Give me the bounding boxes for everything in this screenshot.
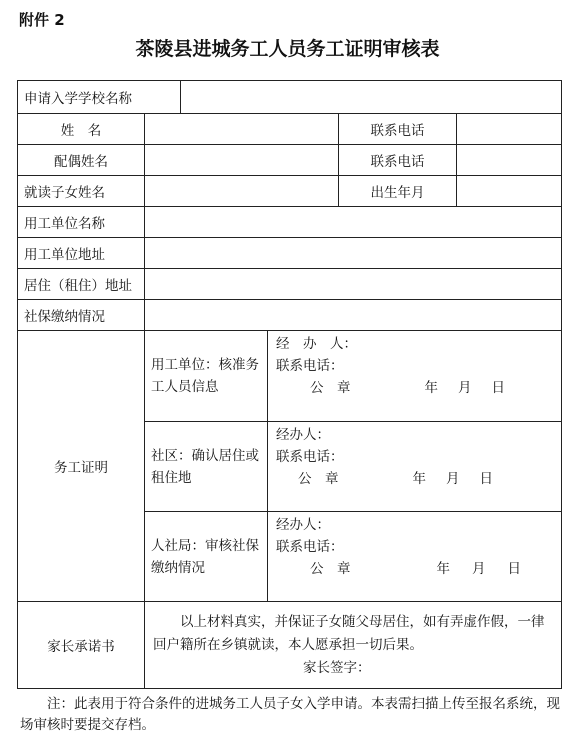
- verification-form-table: [17, 80, 562, 689]
- handler-label: 经 办 人：: [276, 336, 357, 352]
- parent-promise-label: 家长承诺书: [18, 602, 145, 689]
- parent-promise-content[interactable]: [145, 602, 562, 689]
- birth-label: 出生年月: [339, 176, 457, 207]
- month-label: 月: [458, 380, 472, 396]
- hr-bureau-section-details[interactable]: [268, 512, 562, 602]
- day-label: 日: [479, 471, 493, 487]
- birth-field[interactable]: [457, 176, 562, 207]
- attachment-label: 附件 2: [19, 11, 65, 29]
- employer-address-label: 用工单位地址: [18, 238, 145, 269]
- applicant-name-label: 姓 名: [18, 114, 145, 145]
- year-label: 年: [412, 471, 426, 487]
- residence-field[interactable]: [145, 269, 562, 300]
- residence-label: 居住（租住）地址: [18, 269, 145, 300]
- contact-label: 联系电话：: [276, 358, 344, 374]
- employer-address-field[interactable]: [145, 238, 562, 269]
- day-label: 日: [507, 561, 521, 577]
- spouse-name-label: 配偶姓名: [18, 145, 145, 176]
- school-label: 申请入学学校名称: [18, 81, 181, 114]
- community-section-label: 社区：确认居住或租住地: [145, 422, 268, 512]
- employer-section-details[interactable]: [268, 331, 562, 422]
- contact-label: 联系电话：: [276, 449, 344, 465]
- handler-label: 经办人：: [276, 517, 330, 533]
- hr-bureau-section-label: 人社局：审核社保缴纳情况: [145, 512, 268, 602]
- seal-label: 公 章: [310, 561, 351, 577]
- year-label: 年: [436, 561, 450, 577]
- spouse-phone-field[interactable]: [457, 145, 562, 176]
- work-proof-label: 务工证明: [18, 331, 145, 602]
- signature-label: 家长签字：: [303, 659, 371, 676]
- footnote-text: 注：此表用于符合条件的进城务工人员子女入学申请。本表需扫描上传至报名系统，现场审核时要提交存档。: [20, 696, 560, 733]
- applicant-name-field[interactable]: [145, 114, 339, 145]
- seal-label: 公 章: [298, 471, 339, 487]
- year-label: 年: [424, 380, 438, 396]
- contact-label: 联系电话：: [276, 539, 344, 555]
- handler-label: 经办人：: [276, 427, 330, 443]
- social-security-field[interactable]: [145, 300, 562, 331]
- employer-name-label: 用工单位名称: [18, 207, 145, 238]
- school-field[interactable]: [181, 81, 562, 114]
- day-label: 日: [491, 380, 505, 396]
- spouse-phone-label: 联系电话: [339, 145, 457, 176]
- phone-field[interactable]: [457, 114, 562, 145]
- community-section-details[interactable]: [268, 422, 562, 512]
- social-security-label: 社保缴纳情况: [18, 300, 145, 331]
- seal-date-row: [276, 468, 561, 490]
- promise-text: 以上材料真实，并保证子女随父母居住，如有弄虚作假，一律回户籍所在乡镇就读，本人愿承担一切后果。: [153, 613, 545, 653]
- seal-label: 公 章: [310, 380, 351, 396]
- employer-section-label: 用工单位：核准务工人员信息: [145, 331, 268, 422]
- month-label: 月: [446, 471, 460, 487]
- child-name-label: 就读子女姓名: [18, 176, 145, 207]
- employer-name-field[interactable]: [145, 207, 562, 238]
- child-name-field[interactable]: [145, 176, 339, 207]
- seal-date-row: [276, 558, 561, 580]
- form-title: 茶陵县进城务工人员务工证明审核表: [135, 38, 440, 60]
- footnote: [20, 694, 560, 736]
- month-label: 月: [472, 561, 486, 577]
- seal-date-row: [276, 377, 561, 399]
- spouse-name-field[interactable]: [145, 145, 339, 176]
- phone-label: 联系电话: [339, 114, 457, 145]
